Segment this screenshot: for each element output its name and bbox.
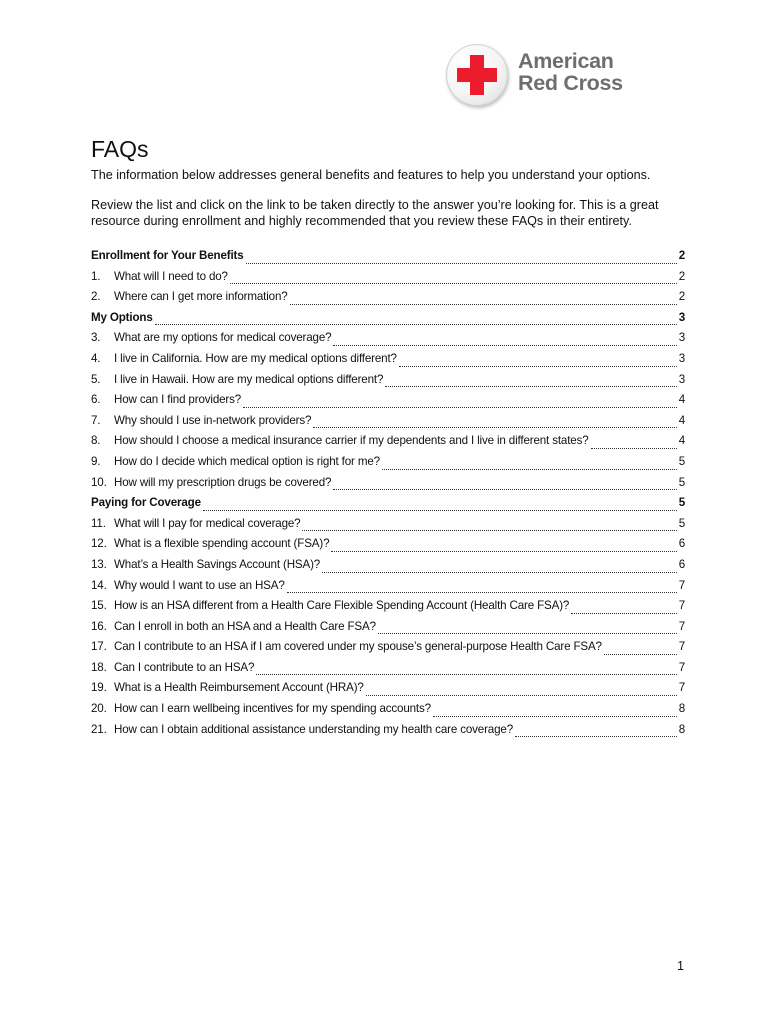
toc-dot-leader bbox=[385, 385, 676, 387]
toc-page-number: 4 bbox=[678, 393, 685, 407]
toc-page-number: 5 bbox=[678, 475, 685, 489]
toc-question-link[interactable] bbox=[91, 579, 685, 600]
toc-item-number: 3. bbox=[91, 331, 101, 345]
intro-text: The information below addresses general benefits and features to help you understand your options. bbox=[91, 168, 651, 182]
page-title: FAQs bbox=[91, 136, 149, 162]
toc-page-number: 7 bbox=[678, 681, 685, 695]
toc-page-number: 8 bbox=[678, 702, 685, 716]
logo-line-1: American bbox=[518, 49, 614, 73]
toc-page-number: 7 bbox=[678, 578, 685, 592]
toc-item-number: 18. bbox=[91, 660, 107, 674]
toc-page-number: 3 bbox=[678, 351, 685, 365]
toc-page-number: 6 bbox=[678, 557, 685, 571]
toc-item-label: What is a Health Reimbursement Account (HRA)? bbox=[114, 681, 364, 695]
toc-item-label: Why should I use in-network providers? bbox=[114, 413, 312, 427]
toc-dot-leader bbox=[203, 509, 677, 511]
toc-item-number: 15. bbox=[91, 599, 107, 613]
toc-item-label: What will I need to do? bbox=[114, 269, 228, 283]
toc-item-number: 17. bbox=[91, 640, 107, 654]
toc-dot-leader bbox=[246, 262, 677, 264]
toc-dot-leader bbox=[333, 488, 676, 490]
toc-question-link[interactable] bbox=[91, 393, 685, 414]
toc-question-link[interactable] bbox=[91, 537, 685, 558]
toc-dot-leader bbox=[302, 529, 676, 531]
toc-page-number: 6 bbox=[678, 537, 685, 551]
toc-item-number: 13. bbox=[91, 557, 107, 571]
toc-question-link[interactable] bbox=[91, 476, 685, 497]
toc-page-number: 4 bbox=[678, 434, 685, 448]
toc-dot-leader bbox=[433, 715, 677, 717]
toc-item-label: Paying for Coverage bbox=[91, 496, 201, 510]
toc-item-label: How is an HSA different from a Health Care Flexible Spending Account (Health Care FSA)? bbox=[114, 599, 570, 613]
toc-item-label: How will my prescription drugs be covered? bbox=[114, 475, 332, 489]
toc-question-link[interactable] bbox=[91, 599, 685, 620]
toc-item-number: 14. bbox=[91, 578, 107, 592]
toc-dot-leader bbox=[290, 303, 677, 305]
toc-dot-leader bbox=[313, 426, 676, 428]
toc-page-number: 4 bbox=[678, 413, 685, 427]
toc-page-number: 5 bbox=[678, 496, 685, 510]
toc-question-link[interactable] bbox=[91, 723, 685, 744]
toc-item-number: 10. bbox=[91, 475, 107, 489]
toc-dot-leader bbox=[515, 735, 677, 737]
toc-item-number: 11. bbox=[91, 516, 106, 530]
toc-question-link[interactable] bbox=[91, 373, 685, 394]
toc-dot-leader bbox=[243, 406, 677, 408]
toc-item-number: 21. bbox=[91, 722, 107, 736]
toc-item-number: 6. bbox=[91, 393, 101, 407]
toc-item-label: What are my options for medical coverage? bbox=[114, 331, 332, 345]
toc-item-label: What’s a Health Savings Account (HSA)? bbox=[114, 557, 321, 571]
page-number: 1 bbox=[677, 959, 685, 973]
toc-item-label: I live in Hawaii. How are my medical options different? bbox=[114, 372, 384, 386]
toc-page-number: 8 bbox=[678, 722, 685, 736]
toc-section-link[interactable] bbox=[91, 496, 685, 517]
logo-wordmark bbox=[518, 50, 623, 94]
toc-item-number: 4. bbox=[91, 351, 101, 365]
toc-question-link[interactable] bbox=[91, 414, 685, 435]
toc-question-link[interactable] bbox=[91, 640, 685, 661]
toc-item-label: How do I decide which medical option is right for me? bbox=[114, 454, 380, 468]
toc-item-label: My Options bbox=[91, 310, 153, 324]
toc-page-number: 7 bbox=[678, 619, 685, 633]
toc-item-number: 9. bbox=[91, 454, 101, 468]
toc-dot-leader bbox=[256, 673, 676, 675]
toc-question-link[interactable] bbox=[91, 270, 685, 291]
toc-page-number: 5 bbox=[678, 516, 685, 530]
toc-item-label: I live in California. How are my medical options different? bbox=[114, 351, 397, 365]
toc-item-label: How can I obtain additional assistance understanding my health care coverage? bbox=[114, 722, 513, 736]
toc-dot-leader bbox=[604, 653, 677, 655]
toc-dot-leader bbox=[331, 550, 676, 552]
toc-item-label: Can I contribute to an HSA? bbox=[114, 660, 255, 674]
toc-item-label: How can I find providers? bbox=[114, 393, 242, 407]
toc-item-number: 20. bbox=[91, 702, 107, 716]
toc-item-number: 19. bbox=[91, 681, 107, 695]
toc-question-link[interactable] bbox=[91, 661, 685, 682]
toc-dot-leader bbox=[230, 282, 677, 284]
toc-item-label: Enrollment for Your Benefits bbox=[91, 249, 244, 262]
toc-question-link[interactable] bbox=[91, 558, 685, 579]
toc-page-number: 7 bbox=[678, 599, 685, 613]
toc-item-number: 5. bbox=[91, 372, 101, 386]
toc-question-link[interactable] bbox=[91, 517, 685, 538]
toc-page-number: 3 bbox=[678, 372, 685, 386]
toc-question-link[interactable] bbox=[91, 290, 685, 311]
toc-question-link[interactable] bbox=[91, 331, 685, 352]
toc-question-link[interactable] bbox=[91, 681, 685, 702]
toc-page-number: 5 bbox=[678, 454, 685, 468]
toc-dot-leader bbox=[366, 694, 677, 696]
toc-dot-leader bbox=[378, 632, 677, 634]
toc-item-label: How should I choose a medical insurance carrier if my dependents and I live in different states? bbox=[114, 434, 589, 448]
toc-item-label: Why would I want to use an HSA? bbox=[114, 578, 285, 592]
logo-line-2: Red Cross bbox=[518, 71, 623, 95]
toc-item-label: How can I earn wellbeing incentives for my spending accounts? bbox=[114, 702, 431, 716]
toc-page-number: 2 bbox=[678, 249, 685, 262]
toc-question-link[interactable] bbox=[91, 455, 685, 476]
american-red-cross-logo bbox=[446, 44, 646, 108]
toc-item-label: Can I contribute to an HSA if I am covered under my spouse’s general-purpose Health Care FSA? bbox=[114, 640, 602, 654]
toc-item-number: 2. bbox=[91, 290, 101, 304]
toc-dot-leader bbox=[399, 365, 677, 367]
table-of-contents bbox=[91, 249, 685, 743]
toc-item-label: What is a flexible spending account (FSA)? bbox=[114, 537, 330, 551]
toc-dot-leader bbox=[333, 344, 676, 346]
toc-item-label: Where can I get more information? bbox=[114, 290, 288, 304]
toc-page-number: 7 bbox=[678, 660, 685, 674]
toc-item-label: Can I enroll in both an HSA and a Health Care FSA? bbox=[114, 619, 376, 633]
toc-page-number: 7 bbox=[678, 640, 685, 654]
toc-section-link[interactable] bbox=[91, 249, 685, 270]
toc-page-number: 2 bbox=[678, 290, 685, 304]
toc-page-number: 2 bbox=[678, 269, 685, 283]
toc-dot-leader bbox=[155, 323, 677, 325]
toc-page-number: 3 bbox=[678, 310, 685, 324]
toc-page-number: 3 bbox=[678, 331, 685, 345]
toc-question-link[interactable] bbox=[91, 702, 685, 723]
toc-dot-leader bbox=[382, 468, 677, 470]
toc-item-number: 7. bbox=[91, 413, 101, 427]
toc-question-link[interactable] bbox=[91, 352, 685, 373]
toc-question-link[interactable] bbox=[91, 434, 685, 455]
toc-item-label: What will I pay for medical coverage? bbox=[114, 516, 301, 530]
toc-item-number: 12. bbox=[91, 537, 107, 551]
toc-section-link[interactable] bbox=[91, 311, 685, 332]
toc-question-link[interactable] bbox=[91, 620, 685, 641]
toc-dot-leader bbox=[322, 571, 677, 573]
toc-item-number: 1. bbox=[91, 269, 101, 283]
toc-item-number: 16. bbox=[91, 619, 107, 633]
review-text: Review the list and click on the link to be taken directly to the answer you’re looking for. This is a great resource during enrollment and highly recommended that you review these FAQs in their entirety. bbox=[91, 198, 659, 228]
toc-dot-leader bbox=[287, 591, 677, 593]
toc-item-number: 8. bbox=[91, 434, 101, 448]
red-cross-icon bbox=[446, 44, 508, 106]
toc-dot-leader bbox=[591, 447, 677, 449]
toc-dot-leader bbox=[571, 612, 676, 614]
